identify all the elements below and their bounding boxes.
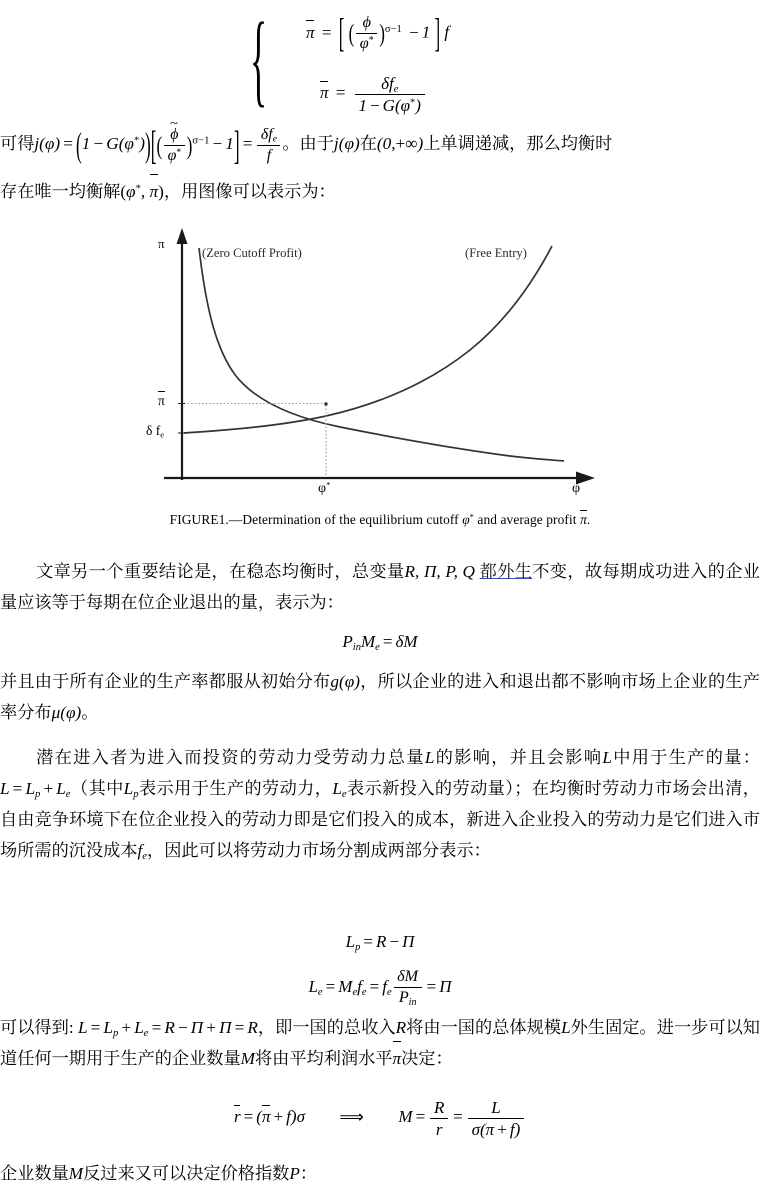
p5-R: R	[395, 1018, 407, 1037]
delta-f-text: δ f	[146, 423, 161, 438]
curve-zero-cutoff-profit	[199, 248, 564, 461]
p1-interval: (0,+∞)	[376, 134, 424, 154]
p4-Le: $L_e$	[332, 779, 347, 800]
equilibrium-point-marker	[324, 402, 327, 405]
phi-star-sup: *	[326, 480, 331, 490]
equation-entry-exit: $P_{in}M_e = \delta M$	[342, 632, 418, 653]
p2-hyperlink[interactable]: 都外生	[479, 562, 533, 581]
p2-lead: 文章另一个重要结论是，在稳态均衡时，总变量	[36, 562, 405, 581]
p4-a: 潜在进入者为进入而投资的劳动力受劳动力总量	[36, 748, 425, 767]
p4-d: （其中	[70, 779, 124, 798]
p5-L-identity: $L = L_p + L_e = R - \Pi + \Pi = R$	[77, 1018, 258, 1039]
p4-fe: $f_e$	[137, 841, 148, 862]
p1-prefix: 可得	[0, 134, 35, 154]
p3-a: 并且由于所有企业的生产率都服从初始分布	[0, 672, 331, 691]
paragraph-price-index	[0, 1158, 760, 1189]
p1-formula: j(φ) = (1 − G(φ*))[( ~ $\frac{\phi}{\varphi^*}$ )$^{\sigma-1}$ − 1] = $\frac{\delta f_e}{f}$	[34, 134, 282, 153]
p3-c: 。	[81, 703, 99, 722]
y-axis-label: π	[158, 236, 165, 251]
p3-g-phi: g(φ)	[330, 672, 360, 691]
p3-b: ，所以企业的进入和退出都不影响市场上企业的生产率分布	[0, 672, 760, 722]
caption-label: FIGURE	[169, 512, 219, 527]
paragraph-steady-state	[0, 556, 760, 618]
equation-system-top	[250, 0, 530, 117]
p6-b: 反过来又可以决定价格指数	[83, 1164, 290, 1183]
p4-e: 表示用于生产的劳动力，	[138, 779, 333, 798]
equation-Le: $L_e = M_ef_e = f_e$ $\frac{\delta M}{P_{in}}$ = Π	[308, 968, 452, 1008]
caption-number: 1.	[218, 512, 229, 527]
p4-c: 中用于生产的量：	[611, 748, 760, 767]
p1-mid2: 在	[359, 134, 377, 154]
p1b-solution-pair: φ*, π	[126, 182, 158, 201]
p2-rest: 不变，故每期成功进入的企业量应该等于每期在位企业退出的量，表示为：	[0, 562, 760, 612]
y-axis-arrowhead	[177, 228, 188, 244]
delta-f-sub: e	[160, 430, 164, 440]
p6-a: 企业数量	[0, 1164, 69, 1183]
p5-b: ，即一国的总收入	[257, 1018, 396, 1037]
p6-M: M	[68, 1164, 84, 1183]
p5-d: 外生固定。进一步可以知道任何一期用于生产的企业数量	[0, 1018, 760, 1068]
y-tick-label-delta-fe	[146, 423, 164, 439]
p4-L-1: L	[424, 748, 435, 767]
p5-a: 可以得到:	[0, 1018, 78, 1037]
paragraph-labor-market	[0, 742, 760, 866]
left-brace: {	[250, 0, 268, 117]
annotation-free-entry: (Free Entry)	[465, 246, 527, 260]
chart-svg	[140, 222, 600, 507]
p5-c: 将由一国的总体规模	[406, 1018, 562, 1037]
y-tick-label-pi-bar: π	[158, 393, 165, 408]
p6-P: P	[289, 1164, 300, 1183]
p4-Lp: $L_p$	[123, 779, 139, 800]
p6-c: ：	[299, 1164, 318, 1183]
x-tick-label-phi-star	[318, 481, 330, 497]
p4-L-split: $L = L_p + L_e$	[0, 779, 71, 800]
p1-mid: 。由于	[282, 134, 334, 154]
p4-g: ，因此可以将劳动力市场分割成两部分表示：	[147, 841, 491, 860]
p4-b: 的影响，并且会影响	[434, 748, 603, 767]
equation-Lp: $L_p = R - \Pi$	[345, 932, 415, 953]
phi-text: φ	[318, 481, 327, 496]
p1-mid3: 上单调递减，那么均衡时	[423, 134, 613, 154]
p5-pi-bar: π	[392, 1049, 401, 1068]
p5-M: M	[240, 1049, 255, 1068]
paragraph-derive-j-phi	[0, 122, 760, 168]
p4-L-2: L	[602, 748, 612, 767]
p5-L: L	[561, 1018, 571, 1037]
equation-pi-bar-free-entry: π = $\frac{\delta f_e}{1 - G(\varphi^*)}$	[320, 74, 427, 115]
p1b-suffix: )，用图像可以表示为：	[158, 182, 336, 201]
paragraph-total-income	[0, 1012, 760, 1074]
curve-free-entry	[184, 246, 552, 433]
p1b-prefix: 存在唯一均衡解(	[0, 182, 127, 201]
p3-mu-phi: μ(φ)	[51, 703, 82, 722]
p5-f: 决定：	[401, 1049, 453, 1068]
paragraph-unique-solution	[0, 176, 760, 207]
p4-f: 表示新投入的劳动量）；在均衡时劳动力市场会出清，自由竞争环境下在位企业投入的劳动力即是它们投入的成本，新进入企业投入的劳动力是它们进入市场所需的沉没成本	[0, 779, 760, 860]
paragraph-distribution	[0, 666, 760, 728]
equation-r-bar-and-M: r = (π + f)σ ⟹ M = $\frac{R}{r}$ = $\frac{L}{\sigma(\pi + f)}$	[0, 1098, 760, 1139]
figure-equilibrium-chart	[140, 222, 600, 507]
caption-text: —Determination of the equilibrium cutoff φ* and average profit π.	[228, 512, 591, 527]
implies-arrow: ⟹	[339, 1107, 364, 1127]
annotation-zero-cutoff-profit: (Zero Cutoff Profit)	[202, 246, 302, 260]
p1-j-phi-2: j(φ)	[333, 134, 360, 154]
figure-caption	[0, 512, 760, 528]
equation-pi-bar-cutoff: π = [ ( $\frac{\phi}{\varphi^*}$ )$^{\sigma-1}$ − 1 ] f	[306, 10, 450, 55]
x-axis-label: φ	[572, 481, 581, 496]
p2-aggregate-vars: R, Π, P, Q	[404, 562, 475, 581]
p5-e: 将由平均利润水平	[254, 1049, 393, 1068]
